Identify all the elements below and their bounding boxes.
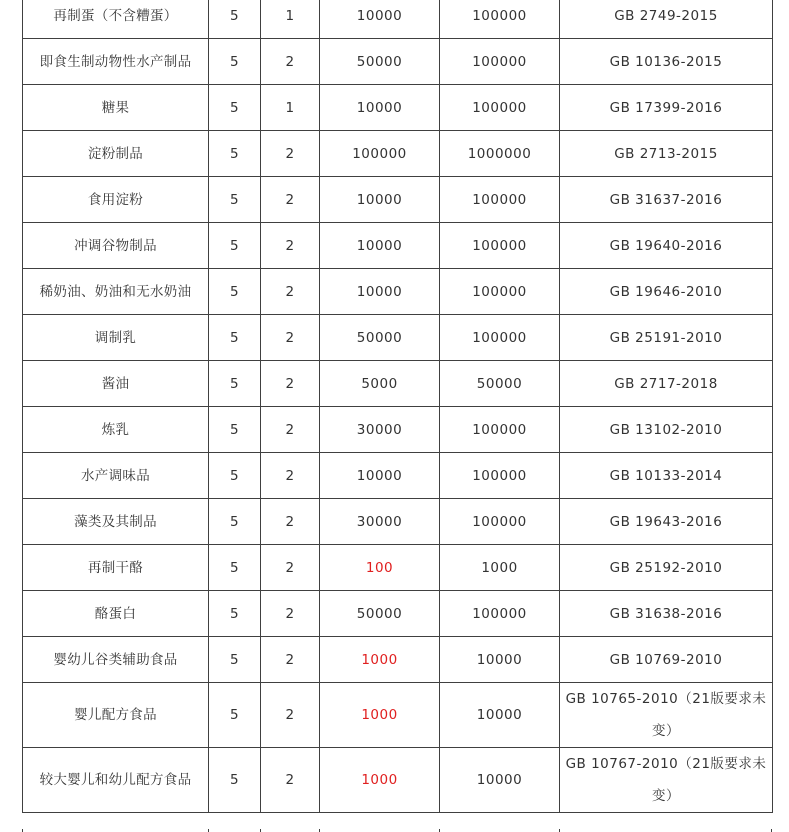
food-name-cell: 婴儿配方食品 xyxy=(23,683,209,748)
m-cell: 10000 xyxy=(320,453,440,499)
food-name-cell: 冲调谷物制品 xyxy=(23,223,209,269)
c-cell: 2 xyxy=(261,591,320,637)
c-cell: 2 xyxy=(261,269,320,315)
big-m-cell: 100000 xyxy=(440,85,560,131)
table-row xyxy=(23,591,773,637)
table-row xyxy=(23,85,773,131)
m-cell: 5000 xyxy=(320,361,440,407)
table-row xyxy=(23,683,773,748)
m-cell: 10000 xyxy=(320,223,440,269)
c-cell: 1 xyxy=(261,85,320,131)
c-cell: 2 xyxy=(261,407,320,453)
standard-cell: GB 2713-2015 xyxy=(560,131,773,177)
n-cell: 5 xyxy=(209,637,261,683)
m-cell-highlighted: 1000 xyxy=(320,748,440,813)
table-row xyxy=(23,177,773,223)
table-row xyxy=(23,545,773,591)
table-row xyxy=(23,637,773,683)
food-name-cell: 藻类及其制品 xyxy=(23,499,209,545)
standard-cell: GB 10765-2010（21版要求未变） xyxy=(560,683,773,748)
c-cell: 2 xyxy=(261,361,320,407)
table-row xyxy=(23,223,773,269)
food-name-cell: 再制干酪 xyxy=(23,545,209,591)
big-m-cell: 10000 xyxy=(440,748,560,813)
food-name-cell: 糖果 xyxy=(23,85,209,131)
standard-cell: GB 19643-2016 xyxy=(560,499,773,545)
m-cell-highlighted: 100 xyxy=(320,545,440,591)
food-name-cell: 较大婴儿和幼儿配方食品 xyxy=(23,748,209,813)
m-cell: 50000 xyxy=(320,39,440,85)
n-cell: 5 xyxy=(209,499,261,545)
big-m-cell: 100000 xyxy=(440,223,560,269)
food-name-cell: 即食生制动物性水产制品 xyxy=(23,39,209,85)
standard-cell: GB 10133-2014 xyxy=(560,453,773,499)
table-row xyxy=(23,39,773,85)
food-name-cell: 再制蛋（不含糟蛋） xyxy=(23,0,209,39)
n-cell: 5 xyxy=(209,223,261,269)
microbial-limits-table xyxy=(22,0,773,813)
m-cell: 10000 xyxy=(320,0,440,39)
n-cell: 5 xyxy=(209,683,261,748)
m-cell: 100000 xyxy=(320,131,440,177)
n-cell: 5 xyxy=(209,177,261,223)
microbial-limits-table-wrapper xyxy=(22,0,773,813)
big-m-cell: 100000 xyxy=(440,407,560,453)
big-m-cell: 50000 xyxy=(440,361,560,407)
standard-cell: GB 10136-2015 xyxy=(560,39,773,85)
food-name-cell: 酱油 xyxy=(23,361,209,407)
standard-cell: GB 10767-2010（21版要求未变） xyxy=(560,748,773,813)
table-row xyxy=(23,748,773,813)
big-m-cell: 100000 xyxy=(440,499,560,545)
big-m-cell: 100000 xyxy=(440,269,560,315)
food-name-cell: 炼乳 xyxy=(23,407,209,453)
food-name-cell: 调制乳 xyxy=(23,315,209,361)
n-cell: 5 xyxy=(209,545,261,591)
m-cell-highlighted: 1000 xyxy=(320,683,440,748)
big-m-cell: 1000 xyxy=(440,545,560,591)
c-cell: 1 xyxy=(261,0,320,39)
c-cell: 2 xyxy=(261,315,320,361)
m-cell: 10000 xyxy=(320,177,440,223)
c-cell: 2 xyxy=(261,131,320,177)
n-cell: 5 xyxy=(209,315,261,361)
c-cell: 2 xyxy=(261,223,320,269)
m-cell: 10000 xyxy=(320,85,440,131)
n-cell: 5 xyxy=(209,269,261,315)
m-cell: 30000 xyxy=(320,407,440,453)
standard-cell: GB 25191-2010 xyxy=(560,315,773,361)
table-row xyxy=(23,453,773,499)
table-row xyxy=(23,0,773,39)
standard-cell: GB 2717-2018 xyxy=(560,361,773,407)
standard-cell: GB 19646-2010 xyxy=(560,269,773,315)
n-cell: 5 xyxy=(209,85,261,131)
table-row xyxy=(23,361,773,407)
table-row xyxy=(23,131,773,177)
standard-cell: GB 19640-2016 xyxy=(560,223,773,269)
c-cell: 2 xyxy=(261,453,320,499)
n-cell: 5 xyxy=(209,39,261,85)
n-cell: 5 xyxy=(209,0,261,39)
c-cell: 2 xyxy=(261,683,320,748)
m-cell: 30000 xyxy=(320,499,440,545)
standard-cell: GB 10769-2010 xyxy=(560,637,773,683)
table-row xyxy=(23,407,773,453)
c-cell: 2 xyxy=(261,499,320,545)
big-m-cell: 100000 xyxy=(440,39,560,85)
big-m-cell: 1000000 xyxy=(440,131,560,177)
c-cell: 2 xyxy=(261,545,320,591)
standard-cell: GB 31638-2016 xyxy=(560,591,773,637)
m-cell: 10000 xyxy=(320,269,440,315)
c-cell: 2 xyxy=(261,177,320,223)
big-m-cell: 10000 xyxy=(440,683,560,748)
big-m-cell: 100000 xyxy=(440,315,560,361)
big-m-cell: 100000 xyxy=(440,177,560,223)
standard-cell: GB 31637-2016 xyxy=(560,177,773,223)
food-name-cell: 淀粉制品 xyxy=(23,131,209,177)
standard-cell: GB 17399-2016 xyxy=(560,85,773,131)
big-m-cell: 100000 xyxy=(440,453,560,499)
food-name-cell: 酪蛋白 xyxy=(23,591,209,637)
m-cell: 50000 xyxy=(320,591,440,637)
food-name-cell: 婴幼儿谷类辅助食品 xyxy=(23,637,209,683)
food-name-cell: 食用淀粉 xyxy=(23,177,209,223)
table-body xyxy=(23,0,773,813)
m-cell: 50000 xyxy=(320,315,440,361)
table-row xyxy=(23,269,773,315)
n-cell: 5 xyxy=(209,131,261,177)
standard-cell: GB 25192-2010 xyxy=(560,545,773,591)
n-cell: 5 xyxy=(209,407,261,453)
big-m-cell: 100000 xyxy=(440,0,560,39)
n-cell: 5 xyxy=(209,591,261,637)
c-cell: 2 xyxy=(261,748,320,813)
m-cell-highlighted: 1000 xyxy=(320,637,440,683)
big-m-cell: 100000 xyxy=(440,591,560,637)
c-cell: 2 xyxy=(261,637,320,683)
standard-cell: GB 2749-2015 xyxy=(560,0,773,39)
table-row xyxy=(23,499,773,545)
standard-cell: GB 13102-2010 xyxy=(560,407,773,453)
n-cell: 5 xyxy=(209,748,261,813)
food-name-cell: 稀奶油、奶油和无水奶油 xyxy=(23,269,209,315)
c-cell: 2 xyxy=(261,39,320,85)
n-cell: 5 xyxy=(209,453,261,499)
food-name-cell: 水产调味品 xyxy=(23,453,209,499)
big-m-cell: 10000 xyxy=(440,637,560,683)
n-cell: 5 xyxy=(209,361,261,407)
table-row xyxy=(23,315,773,361)
